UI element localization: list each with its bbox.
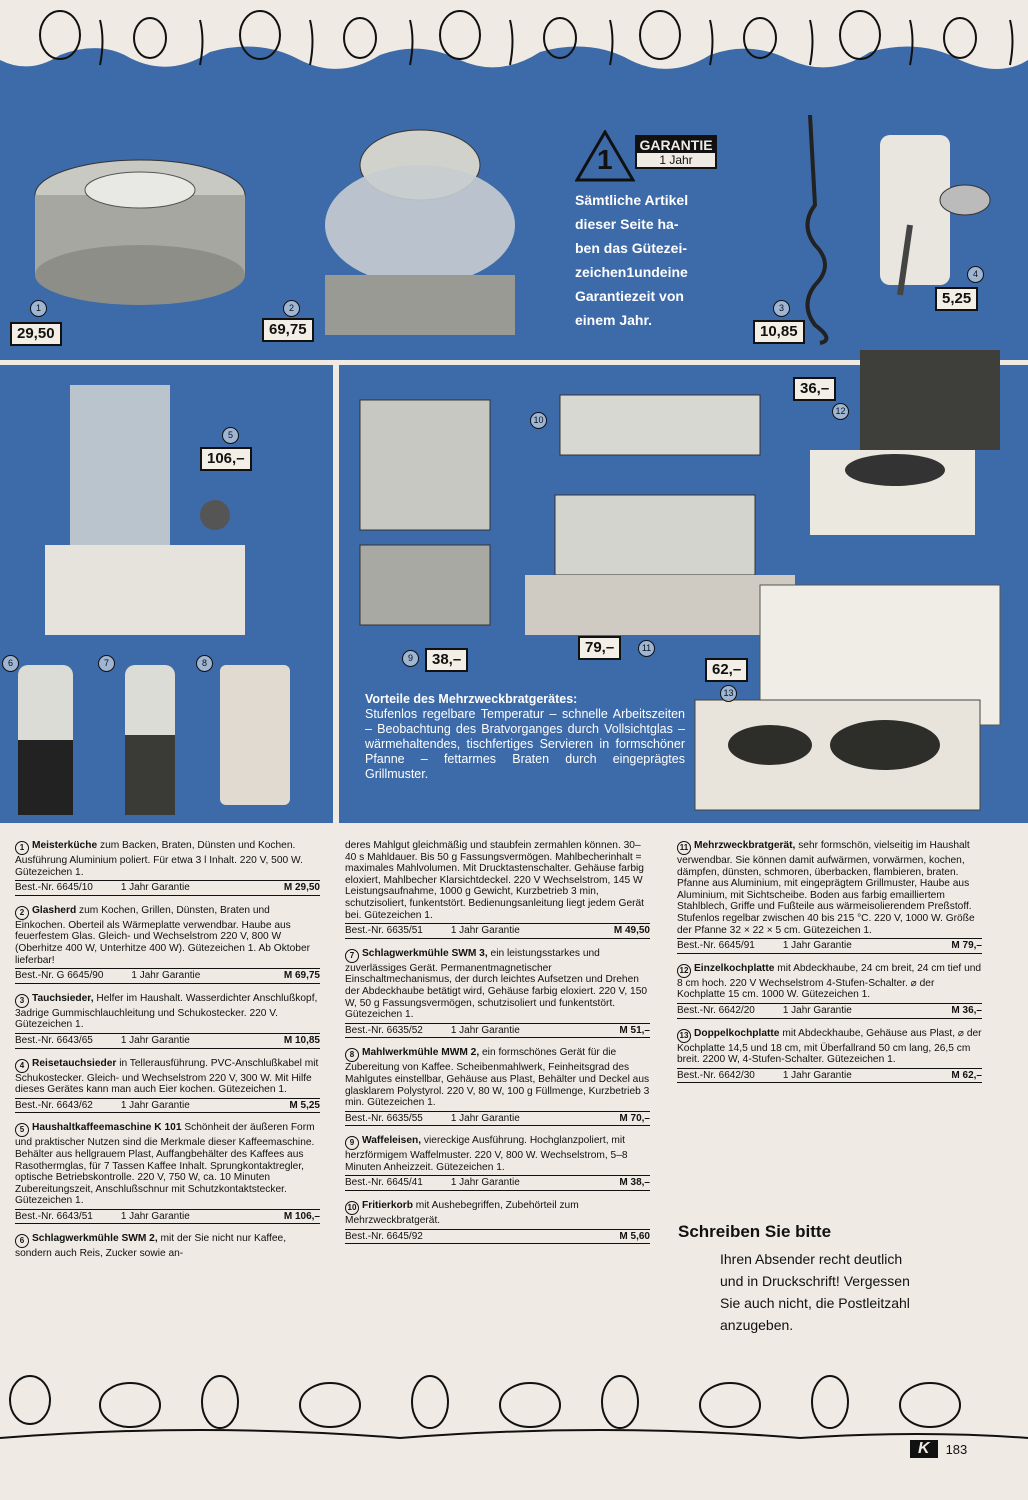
advantages-box bbox=[365, 692, 685, 782]
order-row bbox=[15, 880, 320, 896]
product-description: ein leistungsstarkes und zuverlässiges Gerät. Permanentmagnetischer Einschaltmechanismus, der durch leichtes Aufsetzen und Drehen der Abdeckhaube betätigt wird, Gehäuse farbig eloxiert. 220 V, 150 W, 50 g Fassungsvermögen, schutzisoliert und funkentstört. Gütezeichen 1. bbox=[345, 947, 648, 1021]
write-line: und in Druckschrift! Vergessen bbox=[720, 1273, 910, 1289]
write-line: anzugeben. bbox=[720, 1317, 794, 1333]
entry-number: 11 bbox=[677, 841, 691, 855]
guarantee-label: 1 Jahr Garantie bbox=[782, 940, 852, 952]
order-price: M 106,– bbox=[283, 1210, 320, 1222]
order-price: M 36,– bbox=[951, 1004, 982, 1016]
product-entry bbox=[15, 1058, 320, 1114]
text-column-3 bbox=[677, 840, 982, 1092]
product-description: zum Backen, Braten, Dünsten und Kochen. Ausführung Aluminium poliert. Für etwa 3 l Inhalt. 220 V, 500 W. Gütezeichen 1. bbox=[15, 840, 303, 878]
product-name: Schlagwerkmühle SWM 2, bbox=[32, 1233, 158, 1245]
page-number: 183 bbox=[945, 1441, 968, 1457]
product-name: Meisterküche bbox=[32, 840, 98, 851]
write-line: Sie auch nicht, die Postleitzahl bbox=[720, 1295, 910, 1311]
advantages-title: Vorteile des Mehrzweckbratgerätes: bbox=[365, 692, 578, 706]
item-number-3: 3 bbox=[773, 300, 790, 317]
product-name: Mehrzweckbratgerät, bbox=[694, 840, 796, 851]
einzelkochplatte-photo bbox=[805, 345, 1005, 545]
entry-number: 9 bbox=[345, 1136, 359, 1150]
product-entry bbox=[15, 993, 320, 1049]
product-description: Helfer im Haushalt. Wasserdichter Anschlußkopf, 3adrige Gummischlauchleitung und Schukostecker. 220 V. Gütezeichen 1. bbox=[15, 992, 318, 1031]
order-number: Best.-Nr. 6643/62 bbox=[15, 1099, 93, 1111]
kaffeemaschine-photo bbox=[40, 375, 270, 645]
order-price: M 5,25 bbox=[289, 1099, 320, 1111]
product-name: Schlagwerkmühle SWM 3, bbox=[362, 947, 488, 959]
entry-number: 10 bbox=[345, 1201, 359, 1215]
guarantee-title: GARANTIE bbox=[637, 137, 715, 153]
folk-ornament-border-top bbox=[0, 0, 1028, 90]
price-tag-5: 106,– bbox=[200, 447, 252, 471]
item-number-4: 4 bbox=[967, 266, 984, 283]
price-tag-9: 38,– bbox=[425, 648, 468, 672]
write-title: Schreiben Sie bitte bbox=[678, 1222, 832, 1241]
product-name: Tauchsieder, bbox=[32, 992, 94, 1004]
item-number-6: 6 bbox=[2, 655, 19, 672]
product-name: Haushaltkaffeemaschine K 101 bbox=[32, 1122, 182, 1134]
item-number-11: 11 bbox=[638, 640, 655, 657]
product-name: Glasherd bbox=[32, 904, 77, 916]
guarantee-line: zeichen1undeine bbox=[575, 264, 688, 280]
guarantee-text bbox=[575, 188, 725, 332]
order-row bbox=[345, 1229, 650, 1245]
guarantee-line: Garantiezeit von bbox=[575, 288, 684, 304]
muehlen-photos bbox=[10, 655, 310, 820]
product-name: Mahlwerkmühle MWM 2, bbox=[362, 1047, 480, 1059]
order-price: M 38,– bbox=[619, 1177, 650, 1189]
entry-number: 2 bbox=[15, 906, 29, 920]
order-row bbox=[345, 1023, 650, 1039]
product-entry bbox=[345, 1200, 650, 1244]
order-number: Best.-Nr. 6645/92 bbox=[345, 1230, 423, 1242]
entry-number: 1 bbox=[15, 841, 29, 855]
order-row bbox=[15, 1209, 320, 1225]
quality-mark-number: 1 bbox=[597, 144, 613, 175]
entry-number: 4 bbox=[15, 1059, 29, 1073]
price-tag-12: 36,– bbox=[793, 377, 836, 401]
product-name: Doppelkochplatte bbox=[694, 1027, 780, 1039]
product-name: Fritierkorb bbox=[362, 1200, 413, 1212]
guarantee-line: einem Jahr. bbox=[575, 312, 653, 328]
guarantee-label bbox=[423, 1231, 620, 1243]
doppelkochplatte-photo bbox=[690, 580, 1010, 815]
order-number: Best.-Nr. 6645/10 bbox=[15, 882, 93, 894]
order-number: Best.-Nr. G 6645/90 bbox=[15, 970, 104, 982]
order-price: M 62,– bbox=[951, 1069, 982, 1081]
guarantee-label: 1 Jahr Garantie bbox=[120, 1099, 190, 1111]
product-description: mit Abdeckhaube, Gehäuse aus Plast, ⌀ der Kochplatte 14,5 und 18 cm, mit Überfallrand 50 cm lang, 26,5 cm breit. 2200 W, 4-Stufen-Schalter. Gütezeichen 1. bbox=[677, 1027, 982, 1066]
product-description: mit Abdeckhaube, 24 cm breit, 24 cm tief und 8 cm hoch. 220 V Wechselstrom 4-Stufen-Schalter. ⌀ der Kochplatte 15 cm. 1000 W. Gütezeichen 1. bbox=[677, 962, 982, 1001]
meisterkueche-photo bbox=[20, 125, 260, 325]
item-number-12: 12 bbox=[832, 403, 849, 420]
guarantee-duration: 1 Jahr bbox=[659, 153, 693, 167]
product-description: zum Kochen, Grillen, Dünsten, Braten und Einkochen. Oberteil als Wärmeplatte verwendbar. Haube aus feuerfestem Glas. Gleich- und Wechselstrom 220 V, 800 W (Oberhitze 400 W, Unterhitze 400 W). Gütezeichen 1. Ab Oktober lieferbar! bbox=[15, 904, 311, 966]
fritierkorb-photo bbox=[540, 385, 800, 470]
price-tag-4: 5,25 bbox=[935, 287, 978, 311]
order-number: Best.-Nr. 6635/52 bbox=[345, 1024, 423, 1036]
guarantee-line: dieser Seite ha- bbox=[575, 216, 679, 232]
guarantee-label: 1 Jahr Garantie bbox=[120, 882, 190, 894]
price-tag-1: 29,50 bbox=[10, 322, 62, 346]
product-entry bbox=[15, 1233, 320, 1260]
waffeleisen-photo bbox=[355, 380, 505, 635]
order-number: Best.-Nr. 6635/51 bbox=[345, 925, 423, 937]
product-name: Einzelkochplatte bbox=[694, 962, 775, 974]
product-entry bbox=[677, 963, 982, 1019]
order-number: Best.-Nr. 6643/51 bbox=[15, 1210, 93, 1222]
publisher-logo: K bbox=[910, 1440, 938, 1458]
order-row bbox=[677, 1068, 982, 1084]
order-price: M 69,75 bbox=[283, 970, 320, 982]
guarantee-label: 1 Jahr Garantie bbox=[120, 1210, 190, 1222]
write-line: Ihren Absender recht deutlich bbox=[720, 1251, 903, 1267]
entry-number: 6 bbox=[15, 1234, 29, 1248]
advantages-text: Stufenlos regelbare Temperatur – schnelle Arbeitszeiten – Beobachtung des Bratvorganges durch Vollsichtglas – wärmehaltendes, tischfertiges Servieren in formschöner Pfanne – fettarmes Braten durch eingeprägtes Grillmuster. bbox=[365, 707, 685, 781]
guarantee-label: 1 Jahr Garantie bbox=[782, 1069, 852, 1081]
order-price: M 10,85 bbox=[283, 1034, 320, 1046]
product-description: sehr formschön, vielseitig im Haushalt verwendbar. Sie können damit aufwärmen, vorwärmen, kochen, dämpfen, dünsten, schmoren, überbacken, flambieren, braten. Pfanne aus Aluminium, mit eingeprägtem Grillmuster, Haube aus Aluminium, mit Sichtscheibe. Boden aus farbig emailliertem Stahlblech, Griffe und Fußteile aus wärmeisolierendem Preßstoff. Stufenlos regelbar zwischen 40 bis 215 °C. 220 V, 1000 W. Größe der Pfanne 32 × 22 × 5 cm. Gütezeichen 1. bbox=[677, 840, 975, 936]
product-description: mit Aushebegriffen, Zubehörteil zum Mehrzweckbratgerät. bbox=[345, 1200, 579, 1227]
order-price: M 29,50 bbox=[283, 882, 320, 894]
price-tag-11: 79,– bbox=[578, 636, 621, 660]
guarantee-label: 1 Jahr Garantie bbox=[120, 1034, 190, 1046]
product-description: Schönheit der äußeren Form und praktischer Nutzen sind die Merkmale dieser Kaffeemaschine. Behälter aus hellgrauem Plast, Auffangbehälter des Kaffees aus Rasothermglas, für 7 Tassen Kaffee Inhalt. Sprungkontaktregler, optische Betriebskontrolle. 220 V, 750 W, ca. 10 Minuten Zubereitungszeit, Anschlußschnur mit Schutzkontaktstecker. Gütezeichen 1. bbox=[15, 1122, 315, 1207]
glasherd-photo bbox=[310, 105, 530, 345]
item-number-9: 9 bbox=[402, 650, 419, 667]
order-price: M 79,– bbox=[951, 940, 982, 952]
product-description: ein formschönes Gerät für die Zubereitung von Kaffee. Scheibenmahlwerk, Feinheitsgrad des Mahlgutes einstellbar, Gehäuse aus Plast, Behälter und Deckel aus glasklarem Polystyrol. 220 V, 80 W, 100 g Füllmenge, Kurzbetrieb 3 min. Gütezeichen 1. bbox=[345, 1047, 650, 1109]
order-row bbox=[345, 1111, 650, 1127]
product-entry bbox=[345, 1135, 650, 1191]
order-price: M 49,50 bbox=[613, 925, 650, 937]
order-number: Best.-Nr. 6645/91 bbox=[677, 940, 755, 952]
product-description: viereckige Ausführung. Hochglanzpoliert, mit herzförmigem Waffelmuster. 220 V, 800 W. Wechselstrom, 5–8 Minuten Anheizzeit. Gütezeichen 1. bbox=[345, 1135, 628, 1173]
guarantee-label: 1 Jahr Garantie bbox=[450, 1112, 520, 1124]
tauchsieder-photo bbox=[790, 115, 850, 345]
order-row bbox=[345, 923, 650, 939]
product-entry bbox=[345, 1047, 650, 1126]
item-number-2: 2 bbox=[283, 300, 300, 317]
guarantee-label: 1 Jahr Garantie bbox=[131, 970, 201, 982]
order-number: Best.-Nr. 6642/30 bbox=[677, 1069, 755, 1081]
order-row bbox=[15, 1033, 320, 1049]
product-entry bbox=[345, 840, 650, 939]
item-number-1: 1 bbox=[30, 300, 47, 317]
order-number: Best.-Nr. 6642/20 bbox=[677, 1004, 755, 1016]
entry-number: 7 bbox=[345, 949, 359, 963]
order-number: Best.-Nr. 6645/41 bbox=[345, 1177, 423, 1189]
product-description: deres Mahlgut gleichmäßig und staubfein zermahlen können. 30–40 s Mahldauer. Bis 50 g Fassungsvermögen. Mahlbecherinhalt = maximales Mahlvolumen. Mit Drucktastenschalter. Gehäuse farbig eloxiert, Mahlbecher Klarsichtdeckel. 220 V Wechselstrom, 145 W Leistungsaufnahme, 1000 g Gewicht, Kurzbetrieb 3 min, schutzisoliert, funkentstört. Bedienungsanleitung liegt jedem Gerät bei. Gütezeichen 1. bbox=[345, 840, 645, 921]
product-description: mit der Sie nicht nur Kaffee, sondern auch Reis, Zucker sowie an- bbox=[15, 1233, 287, 1260]
product-description: in Tellerausführung. PVC-Anschlußkabel mit Schukostecker. Gleich- und Wechselstrom 220 V, 300 W. Mit Hilfe dieses Gerätes kann man auch Eier kochen. Gütezeichen 1. bbox=[15, 1057, 319, 1096]
folk-ornament-border-bottom bbox=[0, 1360, 1028, 1445]
price-tag-13: 62,– bbox=[705, 658, 748, 682]
entry-number: 12 bbox=[677, 964, 691, 978]
price-tag-2: 69,75 bbox=[262, 318, 314, 342]
order-price: M 70,– bbox=[619, 1112, 650, 1124]
entry-number: 13 bbox=[677, 1029, 691, 1043]
guarantee-line: ben das Gütezei- bbox=[575, 240, 688, 256]
item-number-13: 13 bbox=[720, 685, 737, 702]
write-clearly-notice bbox=[678, 1222, 978, 1336]
product-entry bbox=[15, 905, 320, 984]
product-entry bbox=[15, 840, 320, 896]
guarantee-label: 1 Jahr Garantie bbox=[450, 1177, 520, 1189]
price-tag-3: 10,85 bbox=[753, 320, 805, 344]
item-number-10: 10 bbox=[530, 412, 547, 429]
order-number: Best.-Nr. 6635/55 bbox=[345, 1112, 423, 1124]
item-number-8: 8 bbox=[196, 655, 213, 672]
order-number: Best.-Nr. 6643/65 bbox=[15, 1034, 93, 1046]
product-entry bbox=[677, 1028, 982, 1084]
entry-number: 3 bbox=[15, 994, 29, 1008]
order-row bbox=[677, 1003, 982, 1019]
order-row bbox=[15, 968, 320, 984]
order-row bbox=[345, 1175, 650, 1191]
product-entry bbox=[677, 840, 982, 954]
guarantee-label: 1 Jahr Garantie bbox=[782, 1004, 852, 1016]
guarantee-label: 1 Jahr Garantie bbox=[450, 925, 520, 937]
entry-number: 8 bbox=[345, 1048, 359, 1062]
entry-number: 5 bbox=[15, 1123, 29, 1137]
item-number-5: 5 bbox=[222, 427, 239, 444]
product-name: Waffeleisen, bbox=[362, 1135, 422, 1147]
order-price: M 51,– bbox=[619, 1024, 650, 1036]
guarantee-label: 1 Jahr Garantie bbox=[450, 1024, 520, 1036]
text-column-2 bbox=[345, 840, 650, 1253]
order-price: M 5,60 bbox=[619, 1230, 650, 1242]
product-entry bbox=[345, 948, 650, 1039]
guarantee-line: Sämtliche Artikel bbox=[575, 192, 689, 208]
product-name: Reisetauchsieder bbox=[32, 1057, 117, 1069]
item-number-7: 7 bbox=[98, 655, 115, 672]
product-entry bbox=[15, 1122, 320, 1224]
page-footer bbox=[910, 1440, 967, 1458]
order-row bbox=[677, 938, 982, 954]
text-column-1 bbox=[15, 840, 320, 1269]
order-row bbox=[15, 1098, 320, 1114]
